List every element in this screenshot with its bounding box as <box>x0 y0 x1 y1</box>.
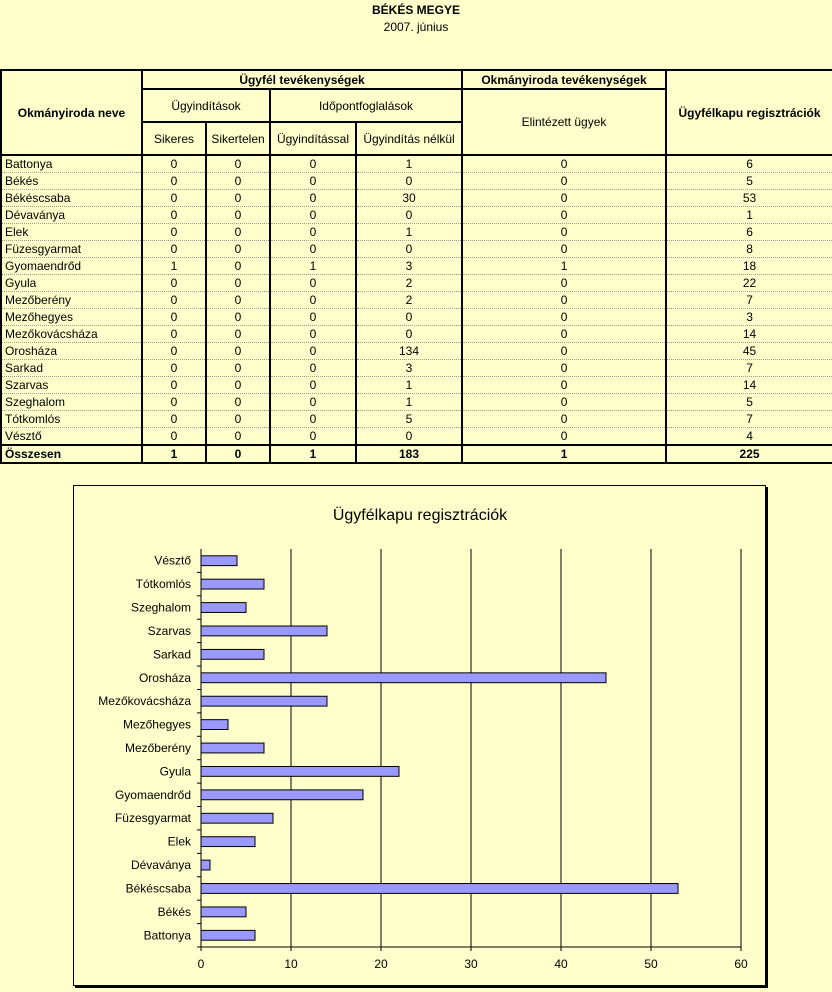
table-cell: 6 <box>666 224 832 241</box>
x-tick-label: 30 <box>464 957 478 971</box>
table-cell: 2 <box>356 275 462 292</box>
office-name-cell: Szeghalom <box>1 394 142 411</box>
table-cell: 134 <box>356 343 462 360</box>
category-label: Mezőhegyes <box>122 717 191 732</box>
x-tick-label: 20 <box>374 957 388 971</box>
table-cell: 0 <box>356 309 462 326</box>
table-cell: 0 <box>462 190 666 207</box>
table-cell: 14 <box>666 377 832 394</box>
table-cell: 0 <box>206 377 270 394</box>
table-row <box>1 173 832 190</box>
header-portal-registrations: Ügyfélkapu regisztrációk <box>666 70 832 155</box>
office-name-cell: Békés <box>1 173 142 190</box>
total-cell: 1 <box>142 445 206 463</box>
header-without-initiation: Ügyindítás nélkül <box>356 122 462 155</box>
table-cell: 0 <box>142 394 206 411</box>
category-label: Gyomaendrőd <box>114 787 191 802</box>
category-label: Battonya <box>143 928 191 943</box>
table-cell: 0 <box>142 428 206 446</box>
table-cell: 0 <box>142 224 206 241</box>
table-cell: 0 <box>462 241 666 258</box>
table-cell: 7 <box>666 411 832 428</box>
table-row <box>1 155 832 173</box>
table-cell: 1 <box>356 377 462 394</box>
total-cell: 1 <box>270 445 356 463</box>
bar <box>201 860 210 870</box>
table-cell: 0 <box>206 173 270 190</box>
table-cell: 0 <box>206 394 270 411</box>
chart-area <box>73 485 766 986</box>
table-cell: 0 <box>462 411 666 428</box>
table-cell: 0 <box>206 224 270 241</box>
category-label: Szeghalom <box>130 600 191 615</box>
table-cell: 0 <box>206 241 270 258</box>
category-label: Mezőberény <box>124 741 191 755</box>
office-name-cell: Sarkad <box>1 360 142 377</box>
table-cell: 0 <box>270 190 356 207</box>
table-cell: 0 <box>142 309 206 326</box>
table-cell: 0 <box>462 224 666 241</box>
page-subtitle: 2007. június <box>383 20 449 34</box>
table-cell: 0 <box>206 326 270 343</box>
table-cell: 30 <box>356 190 462 207</box>
header-client-activities: Ügyfél tevékenységek <box>142 70 462 89</box>
table-cell: 0 <box>142 241 206 258</box>
table-cell: 0 <box>270 224 356 241</box>
table-cell: 0 <box>462 173 666 190</box>
table-cell: 3 <box>666 309 832 326</box>
table-cell: 0 <box>462 292 666 309</box>
table-cell: 7 <box>666 292 832 309</box>
table-cell: 0 <box>270 173 356 190</box>
table-cell: 53 <box>666 190 832 207</box>
total-cell: 183 <box>356 445 462 463</box>
table-cell: 0 <box>270 394 356 411</box>
table-cell: 0 <box>206 343 270 360</box>
bar <box>201 837 255 847</box>
office-name-cell: Mezőberény <box>1 292 142 309</box>
bar <box>201 720 228 730</box>
table-cell: 0 <box>270 360 356 377</box>
total-label: Összesen <box>1 445 142 463</box>
table-cell: 14 <box>666 326 832 343</box>
tick-labels <box>198 947 748 971</box>
bar <box>201 696 327 706</box>
category-label: Elek <box>167 834 191 849</box>
office-name-cell: Békéscsaba <box>1 190 142 207</box>
bar <box>201 673 606 683</box>
statistics-table <box>0 69 832 464</box>
table-cell: 22 <box>666 275 832 292</box>
table-cell: 0 <box>356 173 462 190</box>
table-row <box>1 360 832 377</box>
total-row <box>1 445 832 463</box>
table-cell: 0 <box>462 207 666 224</box>
table-cell: 1 <box>356 394 462 411</box>
table-cell: 0 <box>270 377 356 394</box>
table-cell: 5 <box>356 411 462 428</box>
table-cell: 0 <box>270 326 356 343</box>
category-label: Orosháza <box>138 670 191 685</box>
table-row <box>1 241 832 258</box>
bar <box>201 603 246 613</box>
table-cell: 0 <box>142 292 206 309</box>
table-cell: 0 <box>206 207 270 224</box>
category-label: Békés <box>157 904 191 919</box>
table-cell: 0 <box>462 309 666 326</box>
table-cell: 0 <box>356 326 462 343</box>
table-cell: 0 <box>142 155 206 173</box>
table-cell: 0 <box>462 275 666 292</box>
table-cell: 6 <box>666 155 832 173</box>
bar <box>201 813 273 823</box>
table-cell: 8 <box>666 241 832 258</box>
bar <box>201 579 264 589</box>
header-completed-cases: Elintézett ügyek <box>462 89 666 155</box>
table-cell: 0 <box>462 394 666 411</box>
table-cell: 5 <box>666 173 832 190</box>
x-tick-label: 50 <box>644 957 658 971</box>
table-row <box>1 326 832 343</box>
header-office-activities: Okmányiroda tevékenységek <box>462 70 666 89</box>
table-cell: 0 <box>270 343 356 360</box>
table-row <box>1 411 832 428</box>
table-cell: 0 <box>462 326 666 343</box>
office-name-cell: Dévaványa <box>1 207 142 224</box>
x-tick-label: 60 <box>734 957 748 971</box>
office-name-cell: Gyula <box>1 275 142 292</box>
bar <box>201 766 399 776</box>
table-cell: 0 <box>356 207 462 224</box>
bar <box>201 626 327 636</box>
table-cell: 1 <box>356 224 462 241</box>
table-cell: 0 <box>462 360 666 377</box>
table-row <box>1 224 832 241</box>
table-cell: 0 <box>142 190 206 207</box>
table-cell: 7 <box>666 360 832 377</box>
bar <box>201 884 678 894</box>
table-cell: 0 <box>142 207 206 224</box>
table-cell: 0 <box>270 207 356 224</box>
bar <box>201 556 237 566</box>
table-row <box>1 207 832 224</box>
category-label: Szarvas <box>147 623 191 638</box>
table-cell: 0 <box>142 326 206 343</box>
table-row <box>1 258 832 275</box>
table-cell: 0 <box>270 241 356 258</box>
table-cell: 45 <box>666 343 832 360</box>
office-name-cell: Orosháza <box>1 343 142 360</box>
table-row <box>1 309 832 326</box>
bar <box>201 907 246 917</box>
table-cell: 0 <box>462 155 666 173</box>
header-office-name: Okmányiroda neve <box>1 70 142 155</box>
table-cell: 3 <box>356 360 462 377</box>
table-row <box>1 190 832 207</box>
table-cell: 0 <box>356 241 462 258</box>
table-cell: 0 <box>142 360 206 377</box>
table-cell: 0 <box>206 155 270 173</box>
table-cell: 0 <box>206 292 270 309</box>
header-unsuccessful: Sikertelen <box>206 122 270 155</box>
x-tick-label: 0 <box>197 957 205 971</box>
category-label: Gyula <box>159 764 191 779</box>
x-tick-label: 40 <box>554 957 568 971</box>
office-name-cell: Elek <box>1 224 142 241</box>
table-cell: 0 <box>462 377 666 394</box>
office-name-cell: Szarvas <box>1 377 142 394</box>
table-cell: 0 <box>206 360 270 377</box>
table-cell: 0 <box>142 173 206 190</box>
x-tick-label: 10 <box>284 957 298 971</box>
table-cell: 0 <box>206 309 270 326</box>
category-label: Tótkomlós <box>135 577 191 592</box>
header-bookings: Időpontfoglalások <box>270 89 462 122</box>
page-title: BÉKÉS MEGYE <box>371 3 461 17</box>
table-cell: 4 <box>666 428 832 446</box>
office-name-cell: Battonya <box>1 155 142 173</box>
table-cell: 0 <box>206 258 270 275</box>
table-row <box>1 377 832 394</box>
table-cell: 1 <box>356 155 462 173</box>
category-label: Dévaványa <box>130 858 191 873</box>
category-labels <box>98 554 201 947</box>
table-cell: 0 <box>206 190 270 207</box>
table-cell: 0 <box>270 292 356 309</box>
category-label: Békéscsaba <box>125 881 191 896</box>
table-cell: 0 <box>270 309 356 326</box>
table-row <box>1 428 832 446</box>
office-name-cell: Mezőkovácsháza <box>1 326 142 343</box>
office-name-cell: Tótkomlós <box>1 411 142 428</box>
chart-title: Ügyfélkapu regisztrációk <box>332 507 508 524</box>
bar <box>201 743 264 753</box>
table-cell: 0 <box>270 428 356 446</box>
bar <box>201 790 363 800</box>
table-cell: 18 <box>666 258 832 275</box>
table-cell: 1 <box>142 258 206 275</box>
table-cell: 0 <box>142 343 206 360</box>
header-initiations: Ügyindítások <box>142 89 270 122</box>
category-label: Füzesgyarmat <box>114 811 191 826</box>
table-cell: 0 <box>142 377 206 394</box>
total-cell: 225 <box>666 445 832 463</box>
office-name-cell: Füzesgyarmat <box>1 241 142 258</box>
table-cell: 0 <box>462 343 666 360</box>
office-name-cell: Mezőhegyes <box>1 309 142 326</box>
table-cell: 2 <box>356 292 462 309</box>
total-cell: 1 <box>462 445 666 463</box>
category-label: Vésztő <box>154 553 191 568</box>
table-cell: 0 <box>206 275 270 292</box>
category-label: Mezőkovácsháza <box>98 694 191 709</box>
header-successful: Sikeres <box>142 122 206 155</box>
table-cell: 0 <box>206 428 270 446</box>
category-label: Sarkad <box>152 647 191 662</box>
bar <box>201 649 264 659</box>
table-cell: 1 <box>462 258 666 275</box>
office-name-cell: Gyomaendrőd <box>1 258 142 275</box>
table-row <box>1 343 832 360</box>
table-cell: 0 <box>206 411 270 428</box>
office-name-cell: Vésztő <box>1 428 142 446</box>
table-cell: 0 <box>270 411 356 428</box>
table-cell: 0 <box>142 411 206 428</box>
table-cell: 5 <box>666 394 832 411</box>
table-cell: 0 <box>270 275 356 292</box>
table-row <box>1 275 832 292</box>
bar <box>201 930 255 940</box>
table-cell: 0 <box>462 428 666 446</box>
table-row <box>1 394 832 411</box>
table-cell: 1 <box>666 207 832 224</box>
table-cell: 1 <box>270 258 356 275</box>
table-cell: 3 <box>356 258 462 275</box>
bar-chart <box>74 486 767 987</box>
table-row <box>1 292 832 309</box>
header-with-initiation: Ügyindítással <box>270 122 356 155</box>
table-cell: 0 <box>142 275 206 292</box>
table-cell: 0 <box>270 155 356 173</box>
total-cell: 0 <box>206 445 270 463</box>
table-cell: 0 <box>356 428 462 446</box>
